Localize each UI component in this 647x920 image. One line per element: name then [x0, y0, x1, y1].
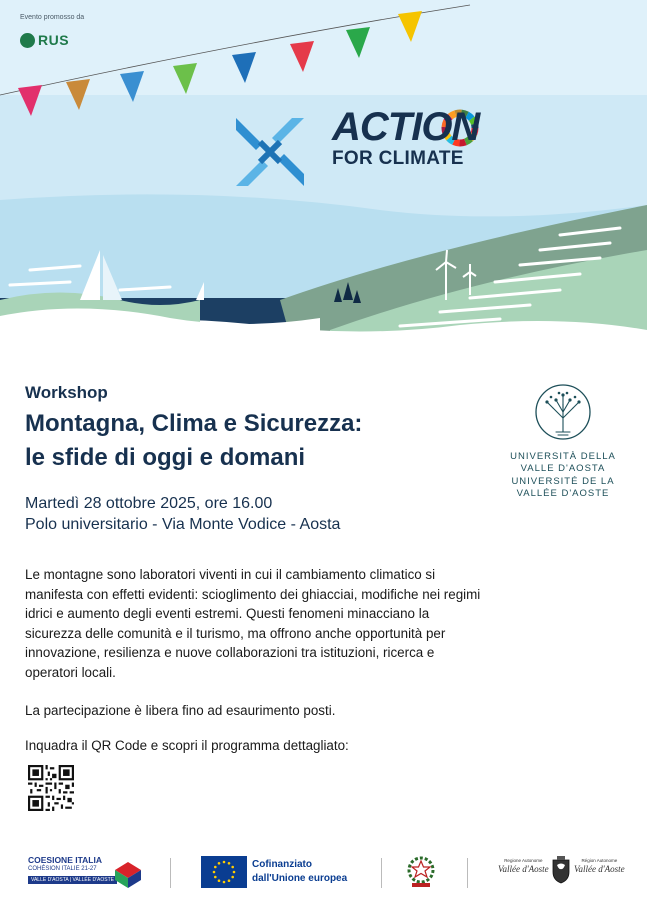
logo-divider: [467, 858, 468, 888]
for-climate-title: FOR CLIMATE: [332, 148, 464, 169]
regione-small-1: Regione Autonome: [504, 858, 543, 863]
coesione-line-1: COESIONE ITALIA: [28, 855, 102, 865]
sponsor-logos: [0, 850, 647, 900]
eu-line-2: dall'Unione europea: [252, 873, 348, 884]
logo-divider: [381, 858, 382, 888]
qr-code-icon[interactable]: [28, 765, 74, 811]
regione-small-2: Région Autonome: [581, 858, 618, 863]
coesione-line-2: COHÉSION ITALIE 21-27: [28, 866, 97, 872]
participation-note: La partecipazione è libera fino ad esaurimento posti.: [25, 702, 336, 718]
logo-divider: [170, 858, 171, 888]
university-name-fr: [498, 476, 628, 499]
regione-logo-2: [574, 858, 625, 874]
coesione-italia-logo: [28, 855, 117, 884]
eu-cofinanced-label: [252, 858, 347, 886]
eu-flag-icon: [201, 856, 247, 888]
hero-banner: [0, 0, 647, 372]
event-kicker: Workshop: [25, 383, 108, 402]
university-tree-icon: [534, 382, 592, 442]
regione-logo-1: [498, 858, 549, 874]
university-name-it: [498, 451, 628, 474]
regione-big-2: Vallée d'Aoste: [574, 864, 625, 874]
event-venue: Polo universitario - Via Monte Vodice - Aosta: [25, 516, 341, 533]
university-name-fr-line-2: VALLÉE D'AOSTE: [516, 487, 610, 499]
regione-crest-icon: [551, 856, 571, 884]
italian-republic-emblem-icon: [406, 854, 436, 890]
event-title: [25, 407, 465, 475]
landscape-illustration: [0, 0, 647, 372]
rus-logo-text: RUS: [38, 32, 70, 48]
coesione-cube-icon: [113, 856, 143, 888]
regione-big-1: Vallée d'Aoste: [498, 864, 549, 874]
rus-logo: [20, 32, 69, 48]
university-name-it-line-1: UNIVERSITÀ DELLA: [510, 451, 616, 462]
qr-invite: Inquadra il QR Code e scopri il programma dettagliato:: [25, 737, 349, 753]
title-line-2: le sfide di oggi e domani: [25, 444, 306, 471]
university-logo: [498, 382, 628, 499]
event-description: Le montagne sono laboratori viventi in cui il cambiamento climatico si manifesta con effetti evidenti: scioglimento dei ghiacciai, modifiche nei regimi idrici e aumento degli eventi estremi. Questi fenomeni minacciano la sicurezza delle comunità e il turismo, ma offrono anche opportunità per innovazione, resilienza e nuove collaborazioni tra istituzioni, ricerca e operatori locali.: [25, 567, 481, 680]
university-name-it-line-2: VALLE D'AOSTA: [520, 462, 606, 474]
university-name-fr-line-1: UNIVERSITÉ DE LA: [511, 476, 615, 487]
promo-label: Evento promosso da: [20, 14, 85, 21]
event-datetime: Martedì 28 ottobre 2025, ore 16.00: [25, 495, 273, 512]
event-content: [25, 380, 481, 753]
title-line-1: Montagna, Clima e Sicurezza:: [25, 410, 363, 437]
action-title: ACTION: [332, 105, 480, 149]
eu-line-1: Cofinanziato: [252, 859, 312, 870]
rus-circle-icon: [20, 33, 35, 48]
coesione-region-bar: VALLE D'AOSTA | VALLÉE D'AOSTE: [28, 876, 117, 884]
